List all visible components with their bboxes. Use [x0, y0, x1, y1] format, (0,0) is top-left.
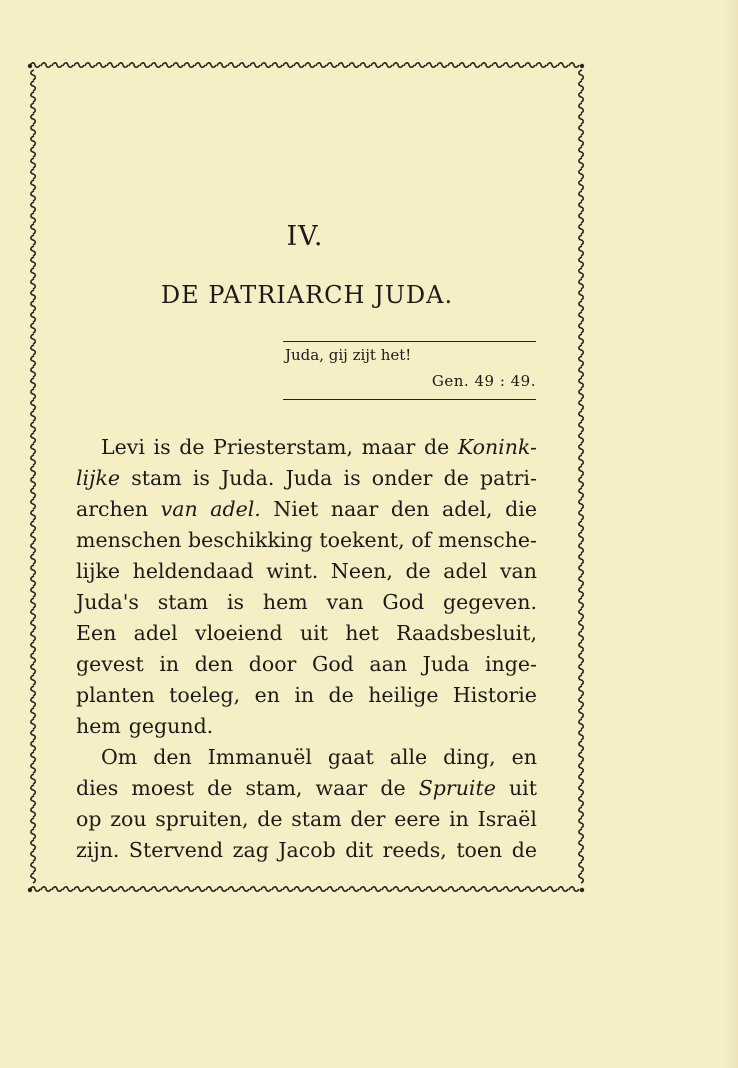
body-word: heilige — [368, 683, 439, 707]
body-word: is — [192, 466, 210, 490]
body-word: stam — [131, 466, 182, 490]
body-word: vloeiend — [194, 621, 283, 645]
body-word: in — [449, 807, 469, 831]
border-right — [579, 70, 583, 883]
body-word: toekent, — [319, 528, 405, 552]
body-word: den — [390, 497, 430, 521]
body-word: is — [153, 435, 171, 459]
body-word: Niet — [273, 497, 319, 521]
body-word: zou — [110, 807, 147, 831]
body-word: onder — [371, 466, 433, 490]
body-line — [101, 742, 537, 772]
body-word: Juda — [285, 466, 333, 490]
body-word: uit — [299, 621, 328, 645]
body-word: Juda. — [221, 466, 275, 490]
epigraph-bottom-rule — [283, 399, 536, 400]
body-word: de — [380, 776, 406, 800]
body-word: wint. — [266, 559, 319, 583]
body-word: aan — [369, 652, 408, 676]
body-word: de — [511, 838, 537, 862]
border-bottom — [30, 887, 579, 891]
body-word: Historie — [452, 683, 537, 707]
body-word: Juda — [422, 652, 470, 676]
body-word: Priesterstam, — [213, 435, 354, 459]
body-word: en — [511, 745, 537, 769]
body-word: hem — [262, 590, 308, 614]
body-word: adel — [443, 559, 488, 583]
body-word: eere — [394, 807, 441, 831]
body-word: heldendaad — [132, 559, 254, 583]
body-word: die — [505, 497, 537, 521]
body-word: Levi — [101, 435, 145, 459]
body-word: zijn. — [76, 838, 120, 862]
body-word: de — [443, 466, 469, 490]
body-word: gegeven. — [443, 590, 537, 614]
body-word: van — [499, 559, 537, 583]
body-word: Raadsbesluit, — [396, 621, 537, 645]
body-word: ding, — [443, 745, 496, 769]
body-word: inge- — [485, 652, 537, 676]
body-word: gevest — [76, 652, 144, 676]
body-word: zag — [232, 838, 269, 862]
body-line — [76, 649, 537, 679]
body-word: God — [311, 652, 354, 676]
body-word: de — [257, 807, 283, 831]
body-word: stam, — [245, 776, 303, 800]
body-word: waar — [315, 776, 368, 800]
body-word: naar — [330, 497, 379, 521]
body-line — [76, 680, 537, 710]
body-word: gegund. — [128, 714, 214, 738]
body-word: Israël — [477, 807, 537, 831]
body-word: hem — [76, 714, 121, 738]
body-word: reeds, — [382, 838, 447, 862]
body-word: de — [179, 435, 205, 459]
body-line — [76, 804, 537, 834]
body-word: de — [423, 435, 450, 459]
body-word: de — [328, 683, 354, 707]
body-word: mensche- — [437, 528, 537, 552]
body-word: Jacob — [278, 838, 336, 862]
epigraph-text: Juda, gij zijt het! — [285, 346, 412, 364]
body-word: lijke — [76, 559, 121, 583]
body-word: uit — [508, 776, 537, 800]
body-word: stam — [157, 590, 209, 614]
body-word: toen — [456, 838, 503, 862]
body-word: Stervend — [128, 838, 224, 862]
body-word: alle — [389, 745, 428, 769]
body-word: patri- — [480, 466, 537, 490]
body-word: Neen, — [330, 559, 393, 583]
body-word: het — [345, 621, 379, 645]
body-word: dies — [76, 776, 119, 800]
body-word: adel. — [210, 497, 261, 521]
body-word: menschen — [76, 528, 182, 552]
body-word: op — [76, 807, 102, 831]
body-line — [76, 835, 537, 865]
body-word: lijke — [76, 466, 121, 490]
body-word: moest — [131, 776, 195, 800]
body-word: Spruite — [418, 776, 496, 800]
body-line — [76, 618, 537, 648]
epigraph-top-rule — [283, 341, 536, 342]
body-line — [76, 463, 537, 493]
body-line — [76, 711, 537, 741]
chapter-title: DE PATRIARCH JUDA. — [160, 281, 454, 309]
body-word: adel, — [441, 497, 493, 521]
body-word: of — [411, 528, 432, 552]
border-left — [31, 70, 35, 883]
body-line — [76, 587, 537, 617]
body-word: beschikking — [188, 528, 313, 552]
body-word: der — [350, 807, 386, 831]
body-line — [76, 525, 537, 555]
body-word: den — [194, 652, 234, 676]
body-word: Konink- — [457, 435, 537, 459]
body-word: de — [207, 776, 233, 800]
body-word: dit — [345, 838, 374, 862]
body-word: spruiten, — [155, 807, 249, 831]
body-word: God — [382, 590, 425, 614]
body-word: van — [160, 497, 198, 521]
body-word: gaat — [327, 745, 374, 769]
body-word: Om — [101, 745, 138, 769]
body-word: Een — [76, 621, 117, 645]
body-word: de — [405, 559, 431, 583]
epigraph-reference: Gen. 49 : 49. — [431, 372, 536, 390]
body-line — [76, 556, 537, 586]
body-word: Juda's — [76, 590, 139, 614]
body-word: maar — [361, 435, 416, 459]
body-word: Immanuël — [207, 745, 312, 769]
body-line — [76, 773, 537, 803]
body-word: toeleg, — [169, 683, 241, 707]
body-line — [101, 432, 537, 462]
body-word: is — [227, 590, 245, 614]
body-line — [76, 494, 537, 524]
chapter-number: IV. — [286, 221, 324, 252]
body-word: in — [294, 683, 315, 707]
body-word: door — [248, 652, 297, 676]
body-word: stam — [291, 807, 342, 831]
body-word: en — [254, 683, 280, 707]
body-word: archen — [76, 497, 149, 521]
body-word: is — [343, 466, 361, 490]
body-word: in — [159, 652, 180, 676]
body-word: adel — [133, 621, 178, 645]
body-word: van — [326, 590, 364, 614]
body-word: den — [153, 745, 192, 769]
body-word: planten — [76, 683, 155, 707]
